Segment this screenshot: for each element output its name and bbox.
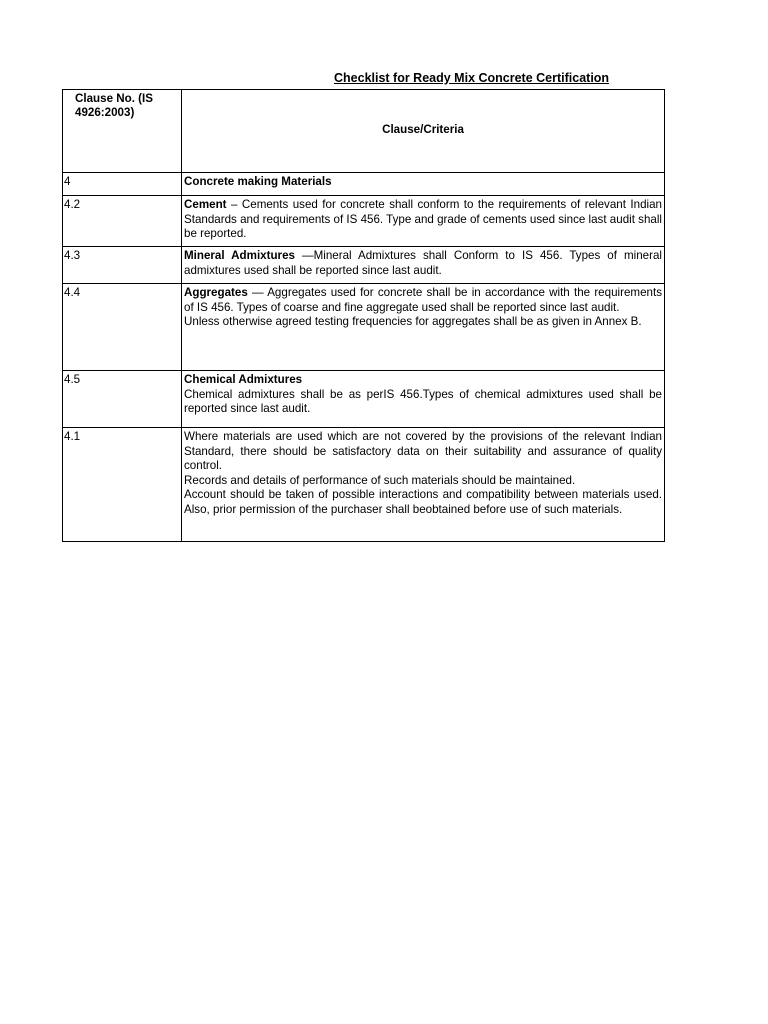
criteria-heading: Mineral Admixtures [184,249,295,262]
criteria-text: Chemical admixtures shall be as perIS 456.Types of chemical admixtures used shall be reported since last audit. [184,387,662,415]
clause-criteria [182,196,665,247]
table-row [63,428,665,542]
criteria-text-2: Records and details of performance of such materials should be maintained. [184,473,576,487]
criteria-text-3: Account should be taken of possible interactions and compatibility between materials used. Also, prior permission of the purchaser shall beobtained before use of such materials. [184,488,662,516]
criteria-heading: Chemical Admixtures [184,373,303,386]
clause-criteria [182,247,665,284]
table-row [63,371,665,428]
clause-number: 4 [63,173,182,196]
clause-number: 4.3 [63,247,182,284]
table-row [63,196,665,247]
criteria-text: —Mineral Admixtures shall Conform to IS 456. Types of mineral admixtures used shall be reported since last audit. [184,249,662,277]
clause-criteria [182,284,665,371]
criteria-text-2: Unless otherwise agreed testing frequencies for aggregates shall be as given in Annex B. [184,315,642,328]
clause-number: 4.1 [63,428,182,542]
header-clause-no: Clause No. (IS 4926:2003) [63,90,182,173]
criteria-text: — Aggregates used for concrete shall be in accordance with the requirements of IS 456. Types of coarse and fine aggregate used shall be reported since last audit. [184,286,662,314]
criteria-text: Where materials are used which are not covered by the provisions of the relevant Indian Standard, there should be satisfactory data on their suitability and assurance of quality control. [184,430,662,472]
clause-criteria [182,428,665,542]
table-row [63,247,665,284]
criteria-heading: Concrete making Materials [184,175,332,188]
checklist-table [62,89,665,542]
criteria-text: – Cements used for concrete shall conform to the requirements of relevant Indian Standards and requirements of IS 456. Type and grade of cements used since last audit shall be reported. [184,198,662,240]
clause-number: 4.4 [63,284,182,371]
header-clause-criteria: Clause/Criteria [182,90,665,173]
clause-criteria [182,371,665,428]
table-header-row [63,90,665,173]
clause-number: 4.2 [63,196,182,247]
criteria-heading: Aggregates [184,286,248,299]
clause-criteria [182,173,665,196]
criteria-heading: Cement [184,198,227,211]
clause-number: 4.5 [63,371,182,428]
document-title: Checklist for Ready Mix Concrete Certification [334,71,610,85]
table-row [63,284,665,371]
table-row [63,173,665,196]
